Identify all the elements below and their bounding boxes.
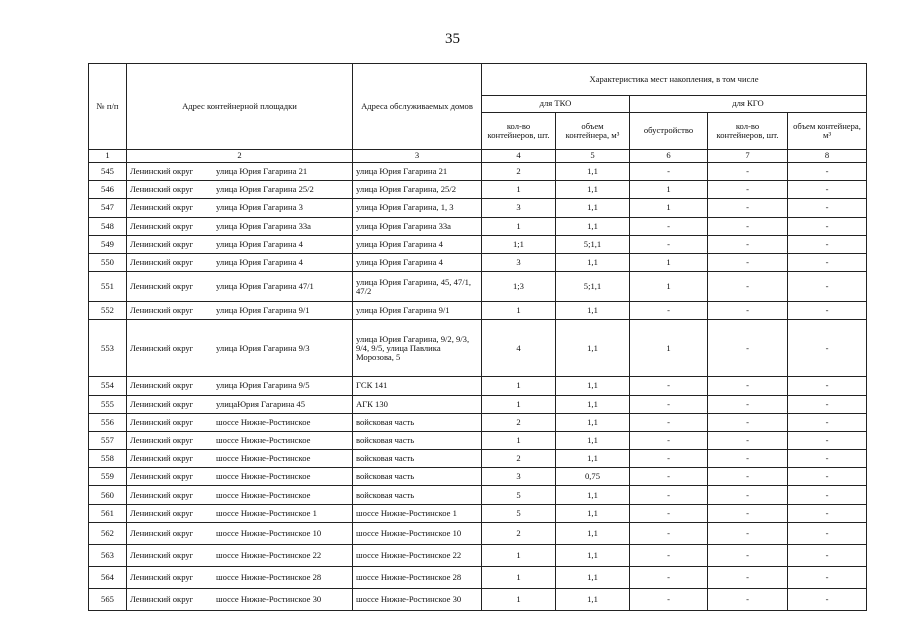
street-label: улица Юрия Гагарина 4 xyxy=(216,257,303,268)
column-number-row xyxy=(89,150,867,163)
district-label: Ленинский округ xyxy=(130,220,194,231)
kgo-volume-cell: - xyxy=(788,544,867,566)
tko-volume-cell: 1,1 xyxy=(556,181,630,199)
kgo-equipment-cell: - xyxy=(630,544,708,566)
tko-count-cell: 1 xyxy=(482,395,556,413)
kgo-equipment-cell: - xyxy=(630,588,708,610)
address-cell xyxy=(127,217,353,235)
tko-volume-cell: 1,1 xyxy=(556,199,630,217)
tko-count-cell: 4 xyxy=(482,320,556,377)
kgo-volume-cell: - xyxy=(788,566,867,588)
served-houses-cell: АГК 130 xyxy=(353,395,482,413)
row-number-cell: 560 xyxy=(89,486,127,504)
tko-count-cell: 5 xyxy=(482,504,556,522)
street-label: улица Юрия Гагарина 9/5 xyxy=(216,380,310,391)
served-houses-cell: шоссе Нижне-Ростинское 22 xyxy=(353,544,482,566)
street-label: шоссе Нижне-Ростинское xyxy=(216,471,311,482)
street-label: улица Юрия Гагарина 25/2 xyxy=(216,184,314,195)
kgo-equipment-cell: - xyxy=(630,431,708,449)
kgo-equipment-cell: 1 xyxy=(630,320,708,377)
address-cell xyxy=(127,181,353,199)
row-number-cell: 549 xyxy=(89,235,127,253)
kgo-count-cell: - xyxy=(708,272,788,302)
kgo-count-cell: - xyxy=(708,253,788,271)
table-row xyxy=(89,199,867,217)
tko-count-cell: 1 xyxy=(482,431,556,449)
street-label: улица Юрия Гагарина 21 xyxy=(216,166,308,177)
address-cell xyxy=(127,235,353,253)
tko-volume-cell: 0,75 xyxy=(556,468,630,486)
header-kgo: для КГО xyxy=(630,96,867,113)
header-kgo-equipment: обустройство xyxy=(630,113,708,150)
kgo-volume-cell: - xyxy=(788,181,867,199)
district-label: Ленинский округ xyxy=(130,434,194,445)
tko-volume-cell: 1,1 xyxy=(556,522,630,544)
address-cell xyxy=(127,163,353,181)
address-cell xyxy=(127,413,353,431)
kgo-equipment-cell: - xyxy=(630,504,708,522)
table-row xyxy=(89,468,867,486)
tko-volume-cell: 1,1 xyxy=(556,544,630,566)
tko-count-cell: 1 xyxy=(482,377,556,395)
street-label: шоссе Нижне-Ростинское 1 xyxy=(216,507,317,518)
district-label: Ленинский округ xyxy=(130,527,194,538)
served-houses-cell: улица Юрия Гагарина, 1, 3 xyxy=(353,199,482,217)
served-houses-cell: войсковая часть xyxy=(353,450,482,468)
street-label: улица Юрия Гагарина 4 xyxy=(216,238,303,249)
kgo-volume-cell: - xyxy=(788,486,867,504)
header-tko: для ТКО xyxy=(482,96,630,113)
tko-volume-cell: 1,1 xyxy=(556,217,630,235)
street-label: улица Юрия Гагарина 33а xyxy=(216,220,311,231)
served-houses-cell: улица Юрия Гагарина 4 xyxy=(353,253,482,271)
address-cell xyxy=(127,588,353,610)
served-houses-cell: войсковая часть xyxy=(353,431,482,449)
kgo-count-cell: - xyxy=(708,566,788,588)
kgo-equipment-cell: 1 xyxy=(630,253,708,271)
kgo-volume-cell: - xyxy=(788,320,867,377)
kgo-volume-cell: - xyxy=(788,431,867,449)
column-number: 3 xyxy=(353,150,482,163)
kgo-volume-cell: - xyxy=(788,522,867,544)
served-houses-cell: шоссе Нижне-Ростинское 1 xyxy=(353,504,482,522)
row-number-cell: 556 xyxy=(89,413,127,431)
row-number-cell: 546 xyxy=(89,181,127,199)
table-row xyxy=(89,504,867,522)
header-kgo-volume: объем контейнера, м³ xyxy=(788,113,867,150)
tko-count-cell: 2 xyxy=(482,522,556,544)
district-label: Ленинский округ xyxy=(130,453,194,464)
kgo-count-cell: - xyxy=(708,504,788,522)
container-sites-table xyxy=(88,63,867,611)
tko-count-cell: 2 xyxy=(482,163,556,181)
kgo-volume-cell: - xyxy=(788,272,867,302)
table-row xyxy=(89,181,867,199)
district-label: Ленинский округ xyxy=(130,380,194,391)
table-body xyxy=(89,163,867,611)
table-row xyxy=(89,395,867,413)
address-cell xyxy=(127,544,353,566)
street-label: шоссе Нижне-Ростинское 28 xyxy=(216,571,322,582)
served-houses-cell: улица Юрия Гагарина 4 xyxy=(353,235,482,253)
street-label: шоссе Нижне-Ростинское xyxy=(216,416,311,427)
table-row xyxy=(89,588,867,610)
kgo-equipment-cell: - xyxy=(630,522,708,544)
tko-volume-cell: 1,1 xyxy=(556,504,630,522)
tko-volume-cell: 1,1 xyxy=(556,566,630,588)
tko-volume-cell: 1,1 xyxy=(556,253,630,271)
served-houses-cell: улица Юрия Гагарина, 25/2 xyxy=(353,181,482,199)
row-number-cell: 563 xyxy=(89,544,127,566)
row-number-cell: 553 xyxy=(89,320,127,377)
address-cell xyxy=(127,272,353,302)
district-label: Ленинский округ xyxy=(130,571,194,582)
row-number-cell: 555 xyxy=(89,395,127,413)
row-number-cell: 551 xyxy=(89,272,127,302)
header-served: Адреса обслуживаемых домов xyxy=(353,64,482,150)
district-label: Ленинский округ xyxy=(130,305,194,316)
address-cell xyxy=(127,395,353,413)
kgo-volume-cell: - xyxy=(788,395,867,413)
district-label: Ленинский округ xyxy=(130,257,194,268)
district-label: Ленинский округ xyxy=(130,342,194,353)
district-label: Ленинский округ xyxy=(130,549,194,560)
tko-count-cell: 2 xyxy=(482,413,556,431)
tko-volume-cell: 1,1 xyxy=(556,486,630,504)
kgo-count-cell: - xyxy=(708,522,788,544)
served-houses-cell: войсковая часть xyxy=(353,468,482,486)
address-cell xyxy=(127,566,353,588)
district-label: Ленинский округ xyxy=(130,593,194,604)
address-cell xyxy=(127,377,353,395)
kgo-count-cell: - xyxy=(708,468,788,486)
address-cell xyxy=(127,486,353,504)
district-label: Ленинский округ xyxy=(130,507,194,518)
tko-count-cell: 1 xyxy=(482,544,556,566)
street-label: шоссе Нижне-Ростинское 10 xyxy=(216,527,322,538)
row-number-cell: 547 xyxy=(89,199,127,217)
kgo-volume-cell: - xyxy=(788,217,867,235)
tko-volume-cell: 5;1,1 xyxy=(556,272,630,302)
tko-count-cell: 1 xyxy=(482,181,556,199)
kgo-count-cell: - xyxy=(708,199,788,217)
tko-count-cell: 3 xyxy=(482,468,556,486)
table-row xyxy=(89,377,867,395)
street-label: шоссе Нижне-Ростинское xyxy=(216,453,311,464)
tko-volume-cell: 1,1 xyxy=(556,163,630,181)
column-number: 6 xyxy=(630,150,708,163)
kgo-volume-cell: - xyxy=(788,413,867,431)
tko-count-cell: 2 xyxy=(482,450,556,468)
tko-count-cell: 1 xyxy=(482,217,556,235)
tko-count-cell: 1;1 xyxy=(482,235,556,253)
kgo-count-cell: - xyxy=(708,486,788,504)
served-houses-cell: улица Юрия Гагарина 9/1 xyxy=(353,302,482,320)
header-kgo-count: кол-во контейнеров, шт. xyxy=(708,113,788,150)
kgo-count-cell: - xyxy=(708,413,788,431)
kgo-count-cell: - xyxy=(708,588,788,610)
kgo-volume-cell: - xyxy=(788,253,867,271)
row-number-cell: 558 xyxy=(89,450,127,468)
kgo-equipment-cell: - xyxy=(630,217,708,235)
row-number-cell: 550 xyxy=(89,253,127,271)
kgo-volume-cell: - xyxy=(788,235,867,253)
table-row xyxy=(89,163,867,181)
column-number: 1 xyxy=(89,150,127,163)
column-number: 5 xyxy=(556,150,630,163)
header-num: № п/п xyxy=(89,64,127,150)
tko-volume-cell: 1,1 xyxy=(556,450,630,468)
kgo-equipment-cell: - xyxy=(630,302,708,320)
kgo-volume-cell: - xyxy=(788,302,867,320)
kgo-equipment-cell: - xyxy=(630,413,708,431)
table-row xyxy=(89,431,867,449)
header-characteristics: Характеристика мест накопления, в том числе xyxy=(482,64,867,96)
address-cell xyxy=(127,320,353,377)
district-label: Ленинский округ xyxy=(130,489,194,500)
tko-count-cell: 1;3 xyxy=(482,272,556,302)
district-label: Ленинский округ xyxy=(130,281,194,292)
row-number-cell: 552 xyxy=(89,302,127,320)
column-number: 4 xyxy=(482,150,556,163)
tko-count-cell: 5 xyxy=(482,486,556,504)
district-label: Ленинский округ xyxy=(130,416,194,427)
kgo-equipment-cell: - xyxy=(630,566,708,588)
kgo-volume-cell: - xyxy=(788,504,867,522)
tko-volume-cell: 1,1 xyxy=(556,588,630,610)
served-houses-cell: улица Юрия Гагарина 33а xyxy=(353,217,482,235)
kgo-count-cell: - xyxy=(708,450,788,468)
row-number-cell: 554 xyxy=(89,377,127,395)
kgo-equipment-cell: 1 xyxy=(630,272,708,302)
column-number: 8 xyxy=(788,150,867,163)
tko-count-cell: 3 xyxy=(482,253,556,271)
kgo-equipment-cell: - xyxy=(630,377,708,395)
table-row xyxy=(89,486,867,504)
served-houses-cell: войсковая часть xyxy=(353,413,482,431)
kgo-volume-cell: - xyxy=(788,163,867,181)
district-label: Ленинский округ xyxy=(130,238,194,249)
served-houses-cell: улица Юрия Гагарина, 45, 47/1, 47/2 xyxy=(353,272,482,302)
kgo-equipment-cell: - xyxy=(630,395,708,413)
street-label: шоссе Нижне-Ростинское 30 xyxy=(216,593,322,604)
kgo-equipment-cell: - xyxy=(630,486,708,504)
address-cell xyxy=(127,468,353,486)
table-row xyxy=(89,522,867,544)
kgo-equipment-cell: - xyxy=(630,450,708,468)
tko-count-cell: 1 xyxy=(482,588,556,610)
header-address: Адрес контейнерной площадки xyxy=(127,64,353,150)
kgo-count-cell: - xyxy=(708,163,788,181)
row-number-cell: 561 xyxy=(89,504,127,522)
address-cell xyxy=(127,302,353,320)
table-row xyxy=(89,320,867,377)
table-row xyxy=(89,217,867,235)
table-row xyxy=(89,544,867,566)
kgo-equipment-cell: - xyxy=(630,163,708,181)
kgo-count-cell: - xyxy=(708,377,788,395)
served-houses-cell: шоссе Нижне-Ростинское 10 xyxy=(353,522,482,544)
street-label: шоссе Нижне-Ростинское 22 xyxy=(216,549,322,560)
table-row xyxy=(89,413,867,431)
tko-volume-cell: 1,1 xyxy=(556,413,630,431)
district-label: Ленинский округ xyxy=(130,166,194,177)
tko-count-cell: 3 xyxy=(482,199,556,217)
served-houses-cell: улица Юрия Гагарина, 9/2, 9/3, 9/4, 9/5, улица Павлика Морозова, 5 xyxy=(353,320,482,377)
district-label: Ленинский округ xyxy=(130,471,194,482)
tko-volume-cell: 1,1 xyxy=(556,302,630,320)
kgo-equipment-cell: 1 xyxy=(630,199,708,217)
served-houses-cell: улица Юрия Гагарина 21 xyxy=(353,163,482,181)
district-label: Ленинский округ xyxy=(130,184,194,195)
kgo-count-cell: - xyxy=(708,181,788,199)
tko-count-cell: 1 xyxy=(482,566,556,588)
district-label: Ленинский округ xyxy=(130,398,194,409)
kgo-count-cell: - xyxy=(708,235,788,253)
table-row xyxy=(89,302,867,320)
kgo-count-cell: - xyxy=(708,395,788,413)
table-row xyxy=(89,450,867,468)
row-number-cell: 548 xyxy=(89,217,127,235)
row-number-cell: 559 xyxy=(89,468,127,486)
kgo-equipment-cell: 1 xyxy=(630,181,708,199)
tko-volume-cell: 1,1 xyxy=(556,431,630,449)
street-label: улица Юрия Гагарина 9/3 xyxy=(216,342,310,353)
served-houses-cell: ГСК 141 xyxy=(353,377,482,395)
kgo-volume-cell: - xyxy=(788,468,867,486)
tko-volume-cell: 1,1 xyxy=(556,377,630,395)
row-number-cell: 557 xyxy=(89,431,127,449)
header-tko-count: кол-во контейнеров, шт. xyxy=(482,113,556,150)
header-tko-volume: объем контейнера, м³ xyxy=(556,113,630,150)
table-row xyxy=(89,253,867,271)
street-label: улицаЮрия Гагарина 45 xyxy=(216,398,306,409)
served-houses-cell: шоссе Нижне-Ростинское 30 xyxy=(353,588,482,610)
address-cell xyxy=(127,504,353,522)
tko-count-cell: 1 xyxy=(482,302,556,320)
address-cell xyxy=(127,199,353,217)
row-number-cell: 565 xyxy=(89,588,127,610)
address-cell xyxy=(127,431,353,449)
kgo-count-cell: - xyxy=(708,320,788,377)
kgo-equipment-cell: - xyxy=(630,468,708,486)
street-label: шоссе Нижне-Ростинское xyxy=(216,434,311,445)
kgo-count-cell: - xyxy=(708,217,788,235)
street-label: шоссе Нижне-Ростинское xyxy=(216,489,311,500)
tko-volume-cell: 5;1,1 xyxy=(556,235,630,253)
address-cell xyxy=(127,253,353,271)
kgo-equipment-cell: - xyxy=(630,235,708,253)
column-number: 2 xyxy=(127,150,353,163)
served-houses-cell: войсковая часть xyxy=(353,486,482,504)
row-number-cell: 545 xyxy=(89,163,127,181)
street-label: улица Юрия Гагарина 9/1 xyxy=(216,305,310,316)
kgo-volume-cell: - xyxy=(788,199,867,217)
table-row xyxy=(89,566,867,588)
row-number-cell: 562 xyxy=(89,522,127,544)
kgo-count-cell: - xyxy=(708,544,788,566)
row-number-cell: 564 xyxy=(89,566,127,588)
kgo-volume-cell: - xyxy=(788,377,867,395)
address-cell xyxy=(127,450,353,468)
address-cell xyxy=(127,522,353,544)
table-header xyxy=(89,64,867,163)
table-row xyxy=(89,272,867,302)
tko-volume-cell: 1,1 xyxy=(556,320,630,377)
page-number: 35 xyxy=(445,31,460,47)
tko-volume-cell: 1,1 xyxy=(556,395,630,413)
table-row xyxy=(89,235,867,253)
column-number: 7 xyxy=(708,150,788,163)
kgo-volume-cell: - xyxy=(788,450,867,468)
served-houses-cell: шоссе Нижне-Ростинское 28 xyxy=(353,566,482,588)
district-label: Ленинский округ xyxy=(130,202,194,213)
kgo-count-cell: - xyxy=(708,431,788,449)
kgo-count-cell: - xyxy=(708,302,788,320)
street-label: улица Юрия Гагарина 47/1 xyxy=(216,281,314,292)
kgo-volume-cell: - xyxy=(788,588,867,610)
street-label: улица Юрия Гагарина 3 xyxy=(216,202,303,213)
